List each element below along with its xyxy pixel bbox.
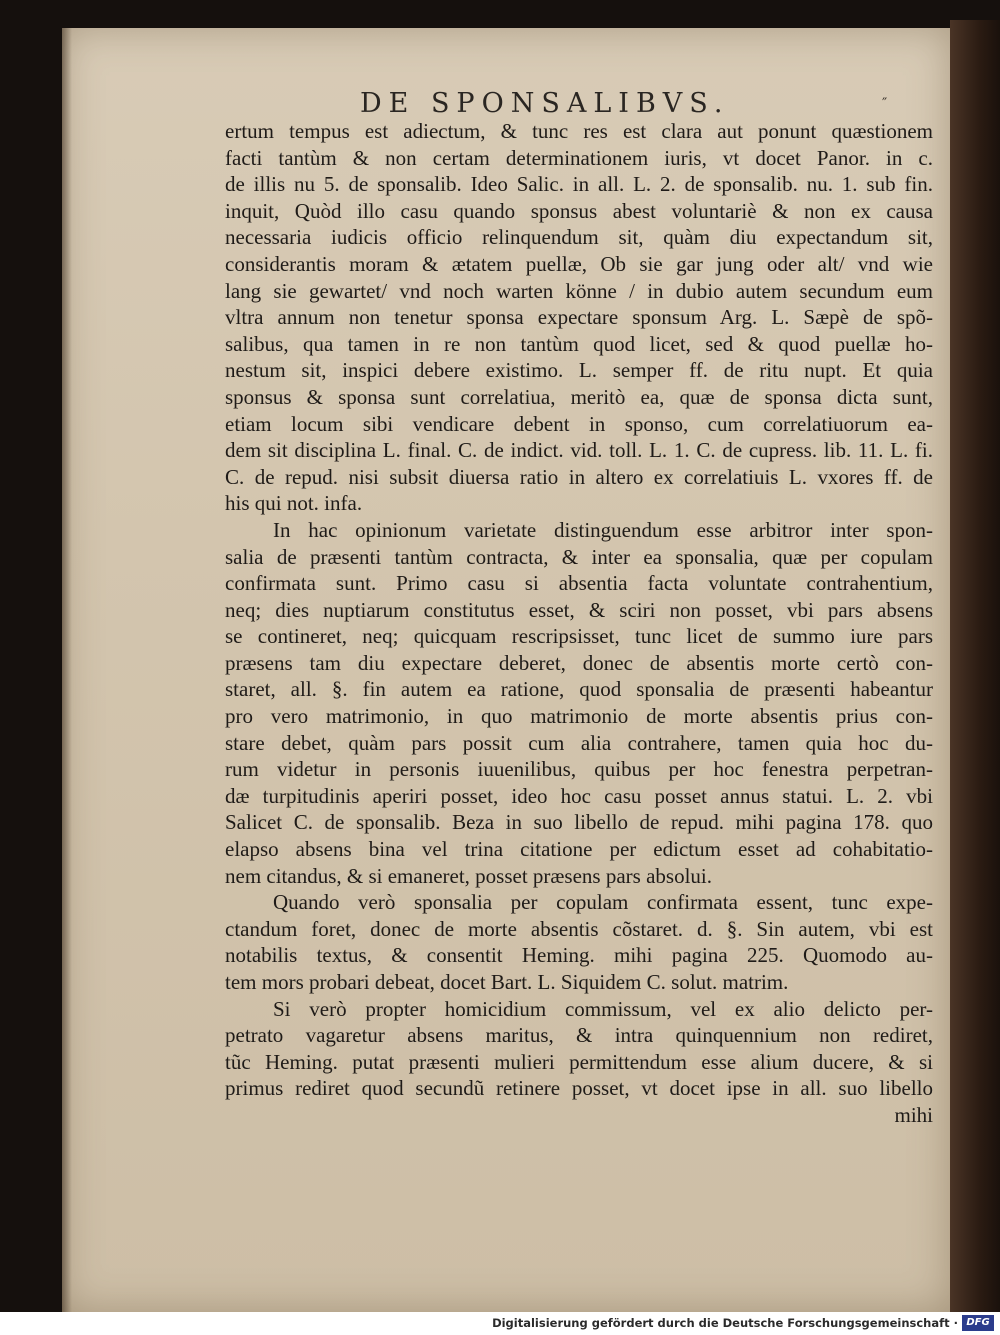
- text-line-9: salibus, qua tamen in re non tantùm quod licet, sed & quod puellæ ho-: [225, 331, 933, 356]
- text-line-19: neq; dies nuptiarum constitutus esset, & sciri non posset, vbi pars absens: [225, 597, 933, 622]
- text-line-20: se contineret, neq; quicquam rescripsisset, tunc licet de summo iure pars: [225, 624, 933, 649]
- text-line-24: stare debet, quàm pars possit cum alia contrahere, tamen quia hoc du-: [225, 730, 933, 755]
- text-line-31: ctandum foret, donec de morte absentis cõstaret. d. §. Sin autem, vbi est: [225, 916, 933, 941]
- text-line-2: facti tantùm & non certam determinationem iuris, vt docet Panor. in c.: [225, 145, 933, 170]
- text-line-26: dæ turpitudinis aperiri posset, ideo hoc casu posset annus statui. L. 2. vbi: [225, 783, 933, 808]
- text-line-12: etiam locum sibi vendicare debent in sponso, cum correlatiuorum ea-: [225, 411, 933, 436]
- text-line-8: vltra annum non tenetur sponsa expectare sponsum Arg. L. Sæpè de spõ-: [225, 305, 933, 330]
- dfg-logo: DFG: [962, 1315, 994, 1331]
- text-line-4: inquit, Quòd illo casu quando sponsus abest voluntariè & non ex causa: [225, 198, 933, 223]
- text-line-37: primus rediret quod secundũ retinere posset, vt docet ipse in all. suo libello: [225, 1076, 933, 1101]
- text-line-11: sponsus & sponsa sunt correlatiua, meritò ea, quæ de sponsa dicta sunt,: [225, 384, 933, 409]
- text-line-25: rum videtur in personis iuuenilibus, quibus per hoc fenestra perpetran-: [225, 757, 933, 782]
- text-line-22: staret, all. §. fin autem ea ratione, quod sponsalia de præsenti habeantur: [225, 677, 933, 702]
- text-line-16: In hac opinionum varietate distinguendum esse arbitror inter spon-: [273, 517, 933, 542]
- text-line-32: notabilis textus, & consentit Heming. mihi pagina 225. Quomodo au-: [225, 943, 933, 968]
- text-line-5: necessaria iudicis officio relinquendum sit, quàm diu expectandum sit,: [225, 225, 933, 250]
- text-line-36: tũc Heming. putat præsenti mulieri permittendum esse alium ducere, & si: [225, 1049, 933, 1074]
- book-edge: [950, 20, 1000, 1312]
- text-line-7: lang sie gewartet/ vnd noch warten könne / in dubio autem secundum eum: [225, 278, 933, 303]
- text-line-15: his qui not. infa.: [225, 491, 363, 516]
- text-line-1: ertum tempus est adiectum, & tunc res est clara aut ponunt quæstionem: [225, 119, 933, 143]
- page-gutter-shadow: [62, 28, 72, 1312]
- footer-credit: Digitalisierung gefördert durch die Deutsche Forschungsgemeinschaft ·: [492, 1316, 958, 1330]
- text-line-30: Quando verò sponsalia per copulam confirmata essent, tunc expe-: [273, 890, 933, 915]
- text-line-27: Salicet C. de sponsalib. Beza in suo libello de repud. mihi pagina 178. quo: [225, 810, 933, 835]
- text-line-35: petrato vagaretur absens maritus, & intra quinquennium non rediret,: [225, 1023, 933, 1048]
- text-line-23: pro vero matrimonio, in quo matrimonio de morte absentis prius con-: [225, 704, 933, 729]
- corner-mark: ″: [882, 96, 888, 112]
- text-line-28: elapso absens bina vel trina citatione per edictum esset ad cohabitatio-: [225, 837, 933, 862]
- text-line-10: nestum sit, inspici debere existimo. L. semper ff. de ritu nupt. Et quia: [225, 358, 933, 383]
- body-text: [225, 118, 933, 1129]
- text-line-13: dem sit disciplina L. final. C. de indict. vid. toll. L. 1. C. de cupress. lib. 11. L. fi.: [225, 438, 933, 463]
- text-line-17: salia de præsenti tantùm contracta, & inter ea sponsalia, quæ per copulam: [225, 544, 933, 569]
- text-line-29: nem citandus, & si emaneret, posset præsens pars absolui.: [225, 863, 712, 888]
- text-line-3: de illis nu 5. de sponsalib. Ideo Salic. in all. L. 2. de sponsalib. nu. 1. sub fin.: [225, 172, 933, 197]
- text-line-34: Si verò propter homicidium commissum, vel ex alio delicto per-: [273, 996, 933, 1021]
- text-line-6: considerantis moram & ætatem puellæ, Ob sie gar jung oder alt/ vnd wie: [225, 251, 933, 276]
- catchword: mihi: [894, 1102, 933, 1127]
- text-line-21: præsens tam diu expectare deberet, donec de absentis morte certò con-: [225, 650, 933, 675]
- text-line-33: tem mors probari debeat, docet Bart. L. Siquidem C. solut. matrim.: [225, 970, 789, 994]
- text-line-14: C. de repud. nisi subsit diuersa ratio in altero ex correlatiuis L. vxores ff. de: [225, 464, 933, 489]
- text-line-18: confirmata sunt. Primo casu si absentia facta voluntate contrahentium,: [225, 571, 933, 596]
- running-head: DE SPONSALIBVS.: [360, 88, 730, 119]
- digitization-footer: [0, 1312, 1000, 1335]
